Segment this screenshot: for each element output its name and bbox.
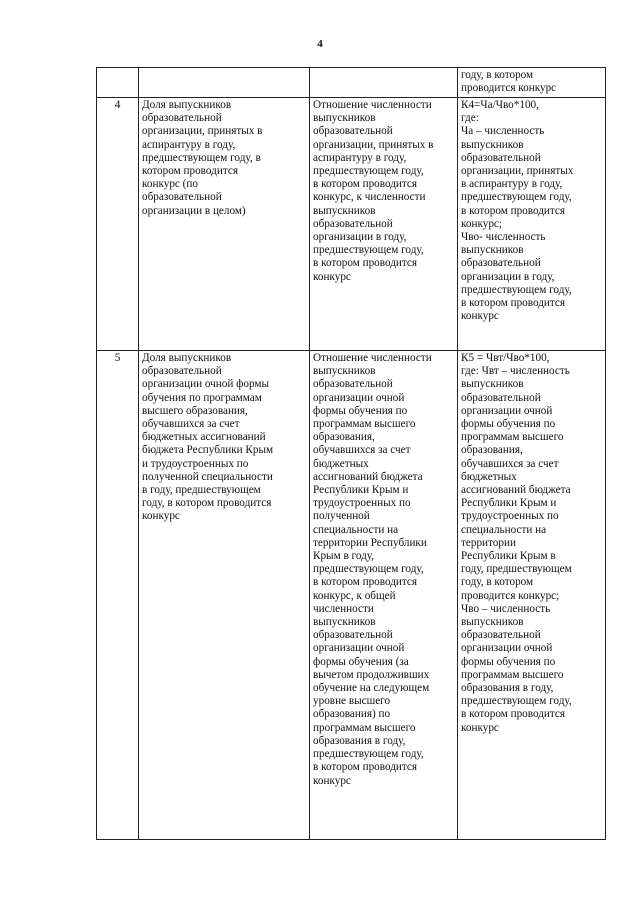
indicator-formula-cell: К5 = Чвт/Чво*100, где: Чвт – численность выпускников образовательной организации очной формы обучения по программам высшего образования, обучавшихся за счет бюджетных ассигнований бюджета Республики Крым и трудоустроенных по специальности на территории Республики Крым в году, предшествующем году, в котором проводится конкурс; Чво – численность выпускников образовательной организации очной формы обучения по программам высшего образования в году, предшествующем году, в котором проводится конкурс <box>458 351 606 840</box>
indicator-name-cell: Доля выпускников образовательной организации, принятых в аспирантуру в году, предшествующем году, в котором проводится конкурс (по образовательной организации в целом) <box>139 98 310 351</box>
indicator-name-cell: Доля выпускников образовательной организации очной формы обучения по программам высшего образования, обучавшихся за счет бюджетных ассигнований бюджета Республики Крым и трудоустроенных по полученной специальности в году, предшествующем году, в котором проводится конкурс <box>139 351 310 840</box>
indicators-table <box>96 67 606 840</box>
indicator-definition-cell: Отношение численности выпускников образовательной организации, принятых в аспирантуру в году, предшествующем году, в котором проводится конкурс, к численности выпускников образовательной организации в году, предшествующем году, в котором проводится конкурс <box>310 98 458 351</box>
page-number: 4 <box>317 38 323 50</box>
indicator-formula-cell: году, в котором проводится конкурс <box>458 68 606 98</box>
table-row-continuation <box>97 68 606 98</box>
row-number-cell: 5 <box>97 351 139 840</box>
indicator-definition-cell: Отношение численности выпускников образовательной организации очной формы обучения по программам высшего образования, обучавшихся за счет бюджетных ассигнований бюджета Республики Крым и трудоустроенных по полученной специальности на территории Республики Крым в году, предшествующем году, в котором проводится конкурс, к общей численности выпускников образовательной организации очной формы обучения (за вычетом продолживших обучение на следующем уровне высшего образования) по программам высшего образования в году, предшествующем году, в котором проводится конкурс <box>310 351 458 840</box>
indicator-name-cell <box>139 68 310 98</box>
table-row-5 <box>97 351 606 840</box>
indicator-definition-cell <box>310 68 458 98</box>
row-number-cell <box>97 68 139 98</box>
indicator-formula-cell: К4=Ча/Чво*100, где: Ча – численность выпускников образовательной организации, принятых в аспирантуру в году, предшествующем году, в котором проводится конкурс; Чво- численность выпускников образовательной организации в году, предшествующем году, в котором проводится конкурс <box>458 98 606 351</box>
row-number-cell: 4 <box>97 98 139 351</box>
table-row-4 <box>97 98 606 351</box>
